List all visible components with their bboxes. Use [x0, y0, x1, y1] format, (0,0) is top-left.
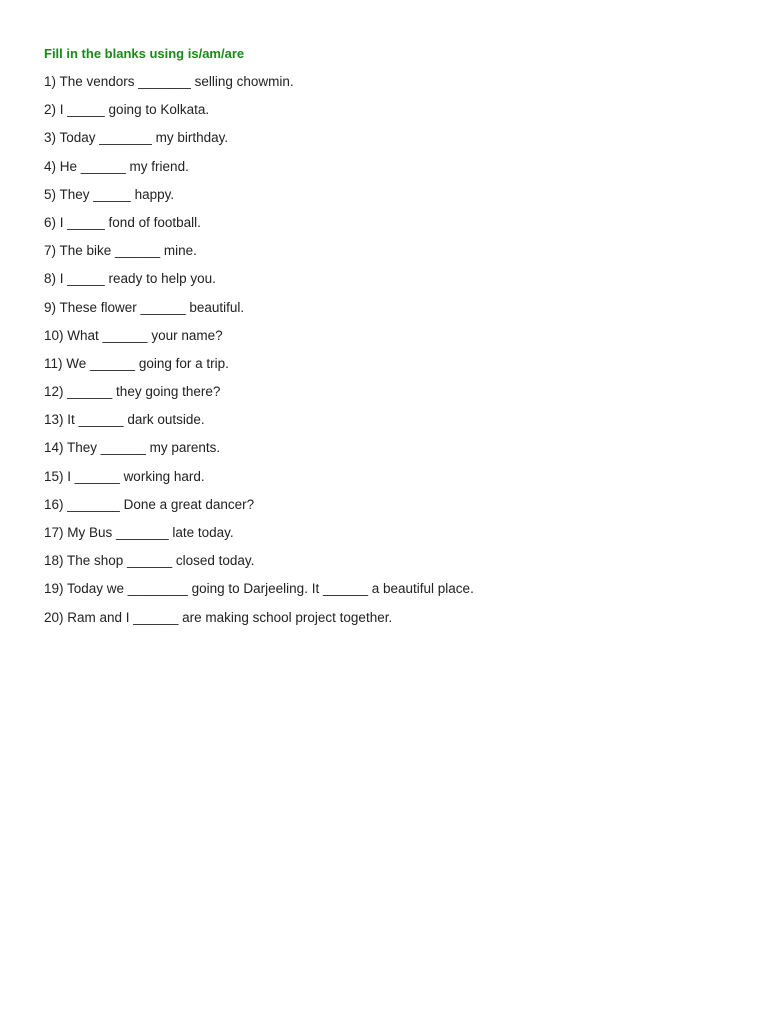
question-item: 15) I ______ working hard. — [44, 468, 205, 484]
question-item: 5) They _____ happy. — [44, 186, 175, 202]
question-item: 8) I _____ ready to help you. — [44, 271, 216, 287]
question-item: 17) My Bus _______ late today. — [44, 525, 234, 540]
question-item: 19) Today we ________ going to Darjeeling. It ______ a beautiful place. — [44, 581, 474, 597]
question-item: 2) I _____ going to Kolkata. — [44, 102, 210, 118]
question-item: 12) ______ they going there? — [44, 384, 221, 400]
question-item: 6) I _____ fond of football. — [44, 214, 201, 230]
question-item: 14) They ______ my parents. — [44, 440, 221, 456]
question-item: 3) Today _______ my birthday. — [44, 130, 229, 146]
question-list — [44, 72, 744, 628]
question-item: 1) The vendors _______ selling chowmin. — [44, 74, 294, 89]
question-item: 11) We ______ going for a trip. — [44, 355, 229, 371]
question-item: 9) These flower ______ beautiful. — [44, 299, 245, 315]
question-item: 10) What ______ your name? — [44, 327, 223, 343]
question-item: 18) The shop ______ closed today. — [44, 553, 255, 569]
question-item: 13) It ______ dark outside. — [44, 412, 205, 428]
worksheet — [44, 44, 744, 636]
question-item: 4) He ______ my friend. — [44, 158, 189, 174]
question-item: 16) _______ Done a great dancer? — [44, 496, 255, 512]
question-item: 20) Ram and I ______ are making school project together. — [44, 609, 393, 625]
worksheet-title: Fill in the blanks using is/am/are — [44, 46, 245, 61]
question-item: 7) The bike ______ mine. — [44, 243, 197, 259]
